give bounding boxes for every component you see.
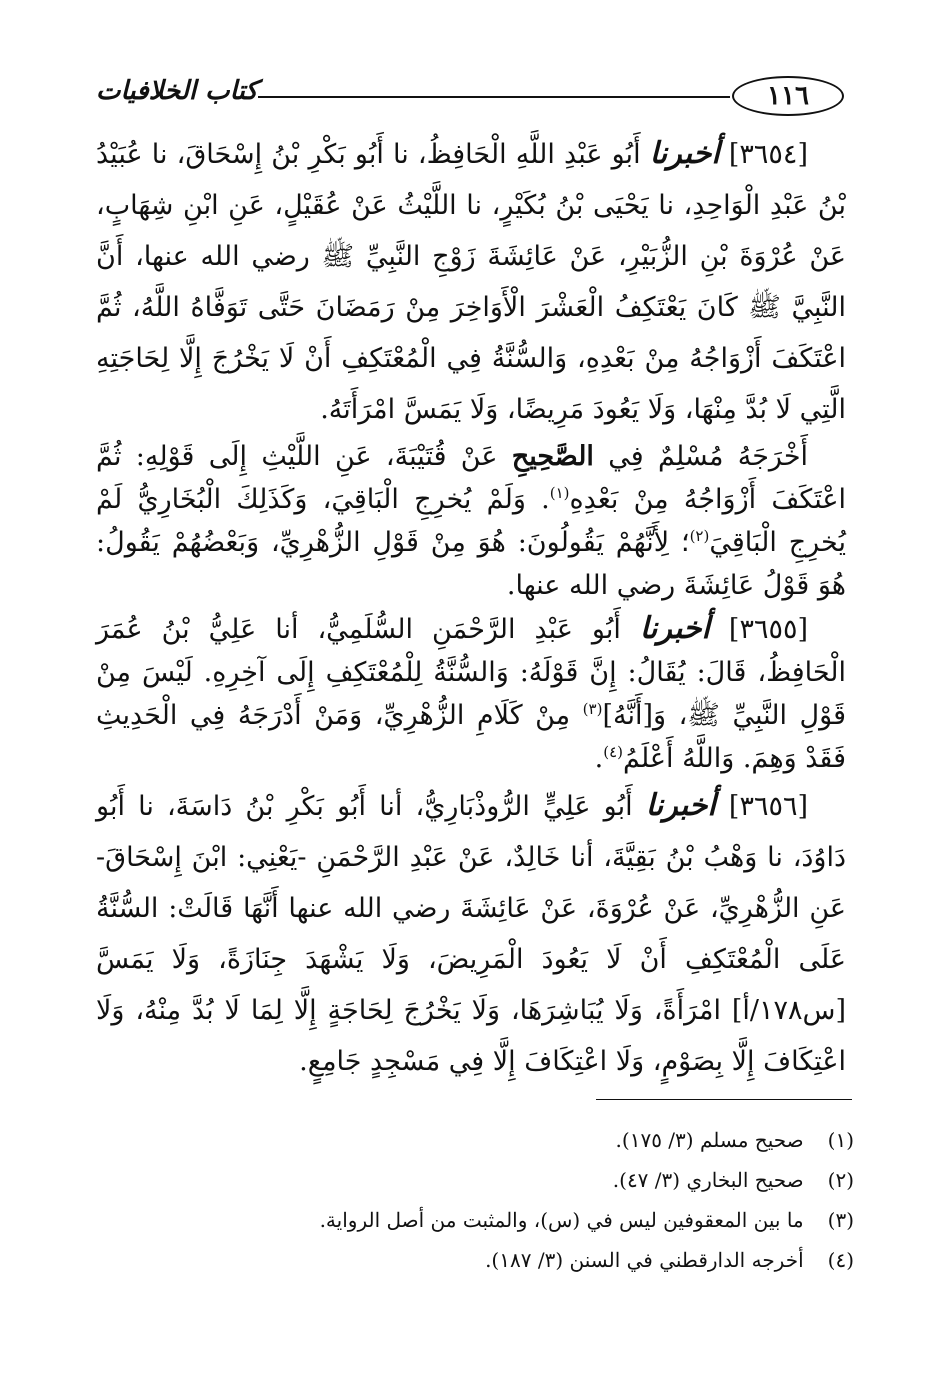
footnote-text: ما بين المعقوفين ليس في (س)، والمثبت من أصل الرواية. (319, 1208, 804, 1232)
hadith-text: مِنْ كَلَامِ الزُّهْرِيِّ، وَمَنْ أَدْرَجَهُ فِي الْحَدِيثِ فَقَدْ وَهِمَ. وَاللَّهُ أَعْلَمُ (96, 700, 846, 774)
footnote-ref[interactable]: (٣) (582, 700, 603, 718)
akhbarana-word: أخبرنا (639, 611, 710, 646)
footnote-marker: (٢) (827, 1168, 854, 1192)
hadith-text: أَبُو عَلِيٍّ الرُّوذْبَارِيُّ، أنا أَبُو بَكْرِ بْنُ دَاسَةَ، نا أَبُو دَاوُدَ، نا وَهْبُ بْنُ بَقِيَّةَ، أنا خَالِدٌ، عَنْ عَبْدِ الرَّحْمَنِ -يَعْنِي: ابْنَ إِسْحَاقَ- عَنِ الزُّهْرِيِّ، عَنْ عُرْوَةَ، عَنْ عَائِشَةَ رضي الله عنها أَنَّهَا قَالَتْ: السُّنَّةُ عَلَى الْمُعْتَكِفِ أَنْ لَا يَعُودَ الْمَرِيضَ، وَلَا يَشْهَدَ جِنَازَةً، وَلَا يَمَسَّ [س١٧٨/أ] امْرَأَةً، وَلَا يُبَاشِرَهَا، وَلَا يَخْرُجَ لِحَاجَةٍ إِلَّا لِمَا لَا بُدَّ مِنْهُ، وَلَا اعْتِكَافَ إِلَّا بِصَوْمٍ، وَلَا اعْتِكَافَ إِلَّا فِي مَسْجِدٍ جَامِعٍ. (96, 791, 846, 1077)
hadith-number: [٣٦٥٦] (728, 791, 809, 822)
commentary-text: أَخْرَجَهُ مُسْلِمٌ فِي (593, 441, 809, 472)
footnote-4 (200, 1240, 854, 1280)
footnote-text: صحيح البخاري (٣/ ٤٧). (612, 1168, 804, 1192)
header-rule (258, 96, 730, 98)
footnote-marker: (٣) (827, 1208, 854, 1232)
akhbarana-word: أخبرنا (645, 788, 716, 823)
sahih-word: الصَّحِيحِ (511, 441, 594, 472)
hadith-3655 (96, 607, 846, 780)
footnotes (200, 1120, 854, 1280)
commentary-text: . وَلَمْ يُخرِجِ الْبَاقِيَ، وَكَذَلِكَ الْبُخَارِيُّ لَمْ يُخرِجِ الْبَاقِيَ (96, 484, 846, 558)
footnote-ref[interactable]: (١) (549, 484, 570, 502)
hadith-text: أَبُو عَبْدِ اللَّهِ الْحَافِظُ، نا أَبُو بَكْرِ بْنُ إِسْحَاقَ، نا عُبَيْدُ بْنُ عَبْدِ الْوَاحِدِ، نا يَحْيَى بْنُ بُكَيْرٍ، نا اللَّيْثُ عَنْ عُقَيْلٍ، عَنِ ابْنِ شِهَابٍ، عَنْ عُرْوَةَ بْنِ الزُّبَيْرِ، عَنْ عَائِشَةَ زَوْجِ النَّبِيِّ ﷺ رضي الله عنها، أَنَّ النَّبِيَّ ﷺ كَانَ يَعْتَكِفُ الْعَشْرَ الْأَوَاخِرَ مِنْ رَمَضَانَ حَتَّى تَوَفَّاهُ اللَّهُ، ثُمَّ اعْتَكَفَ أَزْوَاجُهُ مِنْ بَعْدِهِ، وَالسُّنَّةُ فِي الْمُعْتَكِفِ أَنْ لَا يَخْرُجَ إِلَّا لِحَاجَتِهِ الَّتِي لَا بُدَّ مِنْهَا، وَلَا يَعُودَ مَرِيضًا، وَلَا يَمَسَّ امْرَأَتَهُ. (96, 139, 846, 425)
commentary-text: ؛ لِأَنَّهُمْ يَقُولُونَ: هُوَ مِنْ قَوْلِ الزُّهْرِيِّ، وَبَعْضُهُمْ يَقُولُ: هُوَ قَوْلُ عَائِشَةَ رضي الله عنها. (96, 527, 846, 601)
footnote-marker: (١) (827, 1128, 854, 1152)
hadith-3654 (96, 128, 846, 435)
footnote-text: أخرجه الدارقطني في السنن (٣/ ١٨٧). (485, 1248, 804, 1272)
footnote-text: صحيح مسلم (٣/ ١٧٥). (615, 1128, 804, 1152)
footnote-ref[interactable]: (٢) (689, 527, 710, 545)
footnote-2 (200, 1160, 854, 1200)
hadith-text: أَبُو عَبْدِ الرَّحْمَنِ السُّلَمِيُّ، أنا عَلِيُّ بْنُ عُمَرَ الْحَافِظُ، قَالَ: يُقَالُ: إِنَّ قَوْلَهُ: وَالسُّنَّةُ لِلْمُعْتَكِفِ إِلَى آخِرِهِ. لَيْسَ مِنْ قَوْلِ النَّبِيِّ ﷺ، وَ[أَنَّهُ] (96, 614, 846, 731)
hadith-3656 (96, 780, 846, 1087)
running-header (90, 72, 850, 122)
footnote-marker: (٤) (827, 1248, 854, 1272)
hadith-number: [٣٦٥٤] (728, 139, 808, 170)
akhbarana-word: أخبرنا (649, 136, 720, 171)
hadith-text: . (594, 743, 604, 774)
commentary-text: عَنْ قُتَيْبَةَ، عَنِ اللَّيْثِ إِلَى قَوْلِهِ: ثُمَّ اعْتَكَفَ أَزْوَاجُهُ مِنْ بَعْدِهِ (96, 441, 846, 515)
footnote-3 (200, 1200, 854, 1240)
footnote-separator (596, 1099, 852, 1100)
footnote-1 (200, 1120, 854, 1160)
page-number: ١١٦ (732, 76, 844, 116)
book-title: كتاب الخلافيات (96, 76, 258, 106)
main-text (96, 128, 846, 1087)
hadith-number: [٣٦٥٥] (728, 614, 808, 645)
footnote-ref[interactable]: (٤) (603, 743, 623, 761)
commentary-paragraph (96, 435, 846, 607)
